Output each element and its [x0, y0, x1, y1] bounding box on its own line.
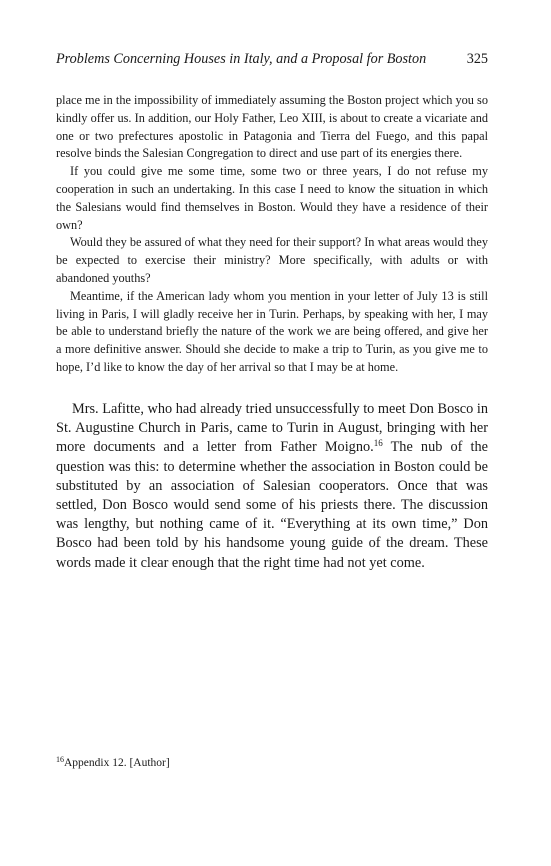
footnote [56, 756, 488, 770]
letter-paragraph: Meantime, if the American lady whom you mention in your letter of July 13 is still living in Paris, I will gladly receive her in Turin. Perhaps, by speaking with her, I may be able to understand briefly the nature of the work we are being offered, and give her a more definitive answer. Should she decide to make a trip to Turin, as you give me to hope, I’d like to know the day of her arrival so that I may be at home. [56, 288, 488, 374]
footnote-reference: 16 [373, 438, 383, 449]
letter-paragraph: If you could give me some time, some two or three years, I do not refuse my cooperation in such an undertaking. In this case I need to know the situation in which the Salesians would find themselves in Boston. Would they have a residence of their own? [56, 164, 488, 232]
letter-paragraph: place me in the impossibility of immediately assuming the Boston project which you so kindly offer us. In addition, our Holy Father, Leo XIII, is about to create a vicariate and one or two prefectures apostolic in Patagonia and Tierra del Fuego, and this papal resolve binds the Salesian Congregation to direct and use part of its energies there. [56, 93, 488, 161]
footnote-text: Appendix 12. [Author] [64, 757, 170, 769]
narrative-text-part: The nub of the question was this: to determine whether the association in Boston could be substituted by an association of Salesian cooperators. Once that was settled, Don Bosco would send some of his priests there. The discussion was lengthy, but nothing came of it. “Everything at its own time,” Don Bosco had been told by his handsome young guide of the dream. These words made it clear enough that the right time had not yet come. [56, 439, 488, 571]
running-head [56, 50, 488, 68]
book-page [56, 0, 488, 866]
footnote-number: 16 [56, 755, 64, 764]
letter-excerpt [56, 92, 488, 377]
narrative-text [56, 400, 488, 573]
page-number: 325 [466, 51, 488, 67]
running-head-title: Problems Concerning Houses in Italy, and a Proposal for Boston [56, 51, 427, 67]
narrative-text-part: Mrs. Lafitte, who had already tried unsuccessfully to meet Don Bosco in St. Augustine Church in Paris, came to Turin in August, bringing with her more documents and a letter from Father Moigno. [56, 401, 488, 456]
letter-paragraph: Would they be assured of what they need for their support? In what areas would they be expected to exercise their ministry? More specifically, with adults or with abandoned youths? [56, 235, 488, 285]
narrative-paragraph [56, 400, 488, 573]
